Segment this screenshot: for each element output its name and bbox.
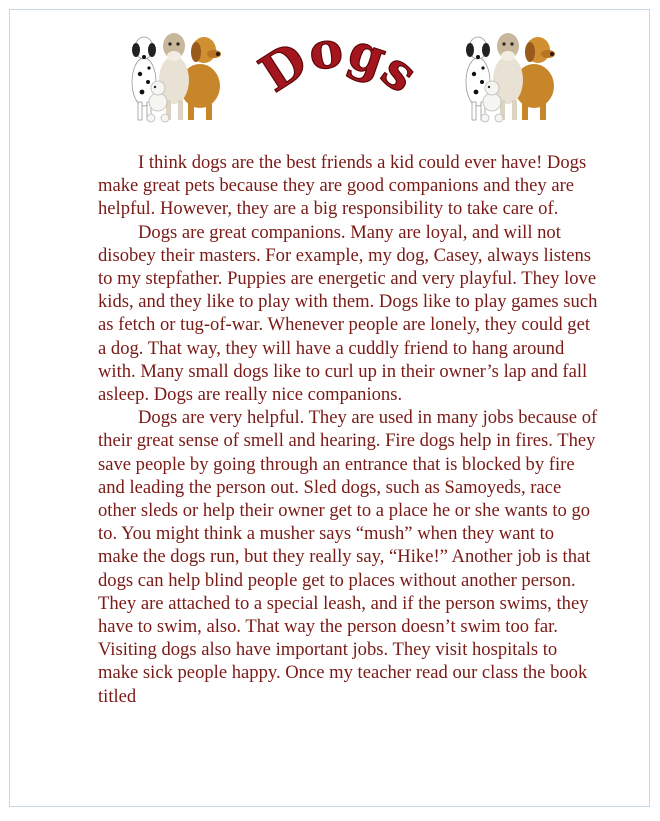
essay-paragraph: Dogs are very helpful. They are used in many jobs because of their great sense of smell and hearing. Fire dogs help in fires. They save people by going through an entrance that is blocked by fire and leading the person out. Sled dogs, such as Samoyeds, race other sleds or help their owner get to a place he or she wants to go to. You might think a musher says “mush” when they want to make the dogs run, but they really say, “Hike!” Another job is that dogs can help blind people get to places without another person. They are attached to a special leash, and if the person swims, they have to swim, also. That way the person doesn’t swim too far. Visiting dogs also have important jobs. They visit hospitals to make sick people happy. Once my teacher read our class the book titled (98, 407, 598, 707)
svg-text:Dogs (249, 19, 429, 104)
dog-group-icon (452, 24, 564, 124)
page-header (0, 0, 660, 130)
page-title-text: Dogs (249, 18, 429, 104)
essay-paragraph: Dogs are great companions. Many are loyal, and will not disobey their masters. For example, my dog, Casey, always listens to my stepfather. Puppies are energetic and very playful. They love kids, and they like to play with them. Dogs like to play games such as fetch or tug-of-war. Whenever people are lonely, they could get a dog. That way, they will have a cuddly friend to hang around with. Many small dogs like to curl up in their owner’s lap and fall asleep. Dogs are really nice companions. (98, 221, 598, 406)
page-title (249, 18, 429, 110)
dog-group-icon (118, 24, 230, 124)
essay-paragraph: I think dogs are the best friends a kid could ever have! Dogs make great pets because they are good companions and they are helpful. However, they are a big responsibility to take care of. (98, 152, 587, 220)
essay-body (98, 151, 598, 708)
